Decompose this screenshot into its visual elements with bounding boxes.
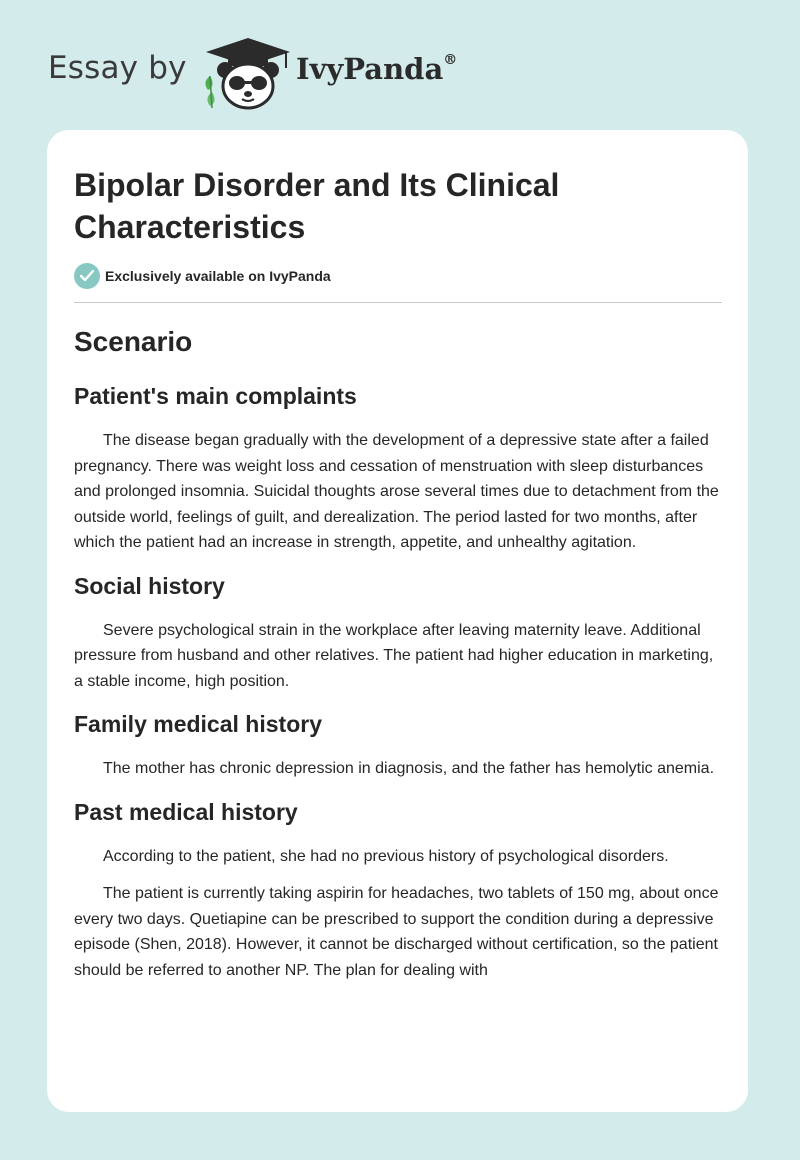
- subheading-social-history: Social history: [74, 572, 225, 599]
- panda-logo-icon[interactable]: [198, 36, 298, 110]
- section-heading-scenario: Scenario: [74, 326, 193, 357]
- subheading-family-history: Family medical history: [74, 711, 322, 737]
- registered-mark: ®: [443, 52, 458, 69]
- title-divider: [74, 302, 722, 303]
- essay-card: [47, 130, 748, 1112]
- paragraph-past-medical-1: According to the patient, she had no previous history of psychological disorders.: [103, 847, 669, 865]
- paragraph-social-history: Severe psychological strain in the workplace after leaving maternity leave. Additional pressure from husband and other relatives. The patient had higher education in marketing, a stable income, high position.: [74, 621, 714, 690]
- subheading-main-complaints: Patient's main complaints: [74, 383, 357, 409]
- paragraph-past-medical-2: The patient is currently taking aspirin for headaches, two tablets of 150 mg, about once every two days. Quetiapine can be prescribed to support the condition during a depressive episode (Shen, 2018). However, it cannot be discharged without certification, so the patient should be referred to another NP. The plan for dealing with: [74, 885, 719, 979]
- brand-text: IvyPanda: [296, 52, 444, 86]
- essay-title: Bipolar Disorder and Its Clinical Characteristics: [74, 167, 560, 245]
- paragraph-family-history: The mother has chronic depression in diagnosis, and the father has hemolytic anemia.: [103, 760, 715, 777]
- subheading-past-medical-history: Past medical history: [74, 798, 298, 825]
- exclusive-badge: [74, 263, 722, 291]
- check-circle-icon: [74, 263, 100, 289]
- brand-name[interactable]: [296, 52, 457, 86]
- page-header: [0, 0, 800, 128]
- paragraph-main-complaints: The disease began gradually with the development of a depressive state after a failed pregnancy. There was weight loss and cessation of menstruation with sleep disturbances and prolonged insomnia. Suicidal thoughts arose several times due to detachment from the outside world, feelings of guilt, and derealization. The period lasted for two months, after which the patient had an increase in strength, appetite, and unhealthy agitation.: [74, 432, 719, 551]
- exclusive-label: Exclusively available on IvyPanda: [105, 268, 331, 284]
- essay-body: [74, 322, 722, 995]
- essay-by-label: Essay by: [48, 50, 187, 86]
